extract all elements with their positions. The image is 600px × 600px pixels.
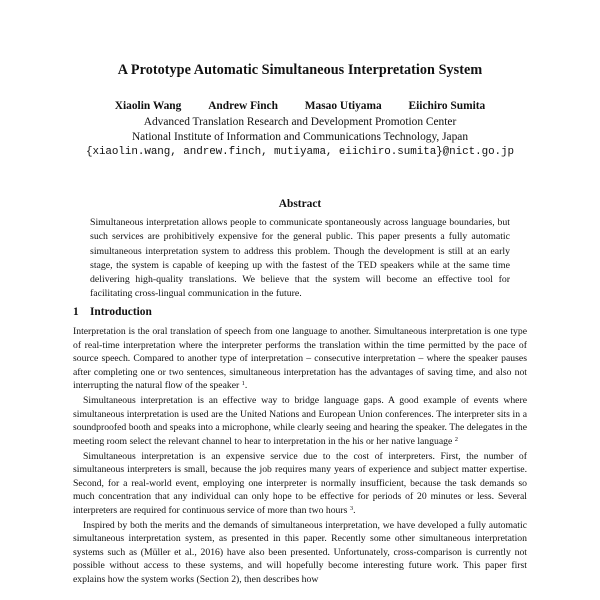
paragraph: [73, 394, 527, 448]
affiliation-line: National Institute of Information and Communications Technology, Japan: [131, 131, 469, 143]
section-number: 1: [73, 306, 79, 318]
section-title: Introduction: [90, 306, 152, 318]
paragraph: [73, 450, 527, 518]
author-emails: {xiaolin.wang, andrew.finch, mutiyama, eiichiro.sumita}@nict.go.jp: [85, 146, 515, 158]
paragraph-text: Inspired by both the merits and the demands of simultaneous interpretation, we have developed a fully automatic simultaneous interpretation system, as presented in this paper. Recently some other simultaneous interpretation systems such as (Müller et al., 2016) have also been presented. Unfortunately, cross-comparison is currently not possible without access to these systems, and will hopefully become interesting future work. This paper first explains how the system works (Section 2), then describes how: [73, 519, 527, 585]
paragraph: [73, 325, 527, 393]
footnote-marker: 2: [454, 435, 458, 443]
author-list: [0, 99, 600, 113]
section-heading: [73, 306, 152, 318]
paragraph-text: Simultaneous interpretation is an expensive service due to the cost of interpreters. First, the number of simultaneous interpreters is small, because the job requires many years of experience and subject matter expertise. Second, for a real-world event, employing one interpreter is normally insufficient, because the task demands so much concentration that any individual can only hope to be effective for periods of 20 minutes or less. Several interpreters are required for continuous service of more than two hours: [73, 450, 527, 516]
affiliation-line: Advanced Translation Research and Development Promotion Center: [143, 116, 457, 128]
abstract-text: Simultaneous interpretation allows people to communicate spontaneously across language boundaries, but such services are prohibitively expensive for the general public. This paper presents a fully automatic simultaneous interpretation system to address this problem. Though the development is still at an early stage, the system is capable of keeping up with the fastest of the TED speakers while at the same time delivering high-quality translations. We believe that the system will become an effective tool for facilitating cross-lingual communication in the future.: [90, 217, 510, 300]
author-name: Xiaolin Wang: [114, 100, 182, 112]
author-name: Eiichiro Sumita: [408, 100, 486, 112]
paragraph-end: .: [353, 504, 356, 516]
paragraph-text: Simultaneous interpretation is an effective way to bridge language gaps. A good example of events where simultaneous interpretation is used are the United Nations and European Union conferences. The interpreter sits in a soundproofed booth and speaks into a microphone, while clearly seeing and hearing the speaker. The delegates in the meeting room select the relevant channel to hear to interpretation in the his or her native language: [73, 395, 527, 447]
paragraph-end: .: [244, 380, 248, 391]
footnote-marker: 3: [349, 504, 354, 512]
abstract-heading: Abstract: [278, 198, 322, 210]
author-name: Masao Utiyama: [304, 100, 382, 112]
footnote-marker: 1: [241, 380, 245, 387]
paragraph-text: Interpretation is the oral translation of speech from one language to another. Simultaneous interpretation is one type of real-time interpretation where the interpreter performs the translation within the time permitted by the pace of source speech. Compared to another type of interpretation – consecutive interpretation – where the speaker pauses after completing one or two sentences, simultaneous interpretation has the advantages of saving time, and also not interrupting the natural flow of the speaker: [73, 326, 527, 391]
paragraph: [73, 519, 527, 587]
paper-title: A Prototype Automatic Simultaneous Interpretation System: [117, 62, 483, 78]
section-body: [73, 325, 527, 588]
author-name: Andrew Finch: [208, 100, 278, 112]
